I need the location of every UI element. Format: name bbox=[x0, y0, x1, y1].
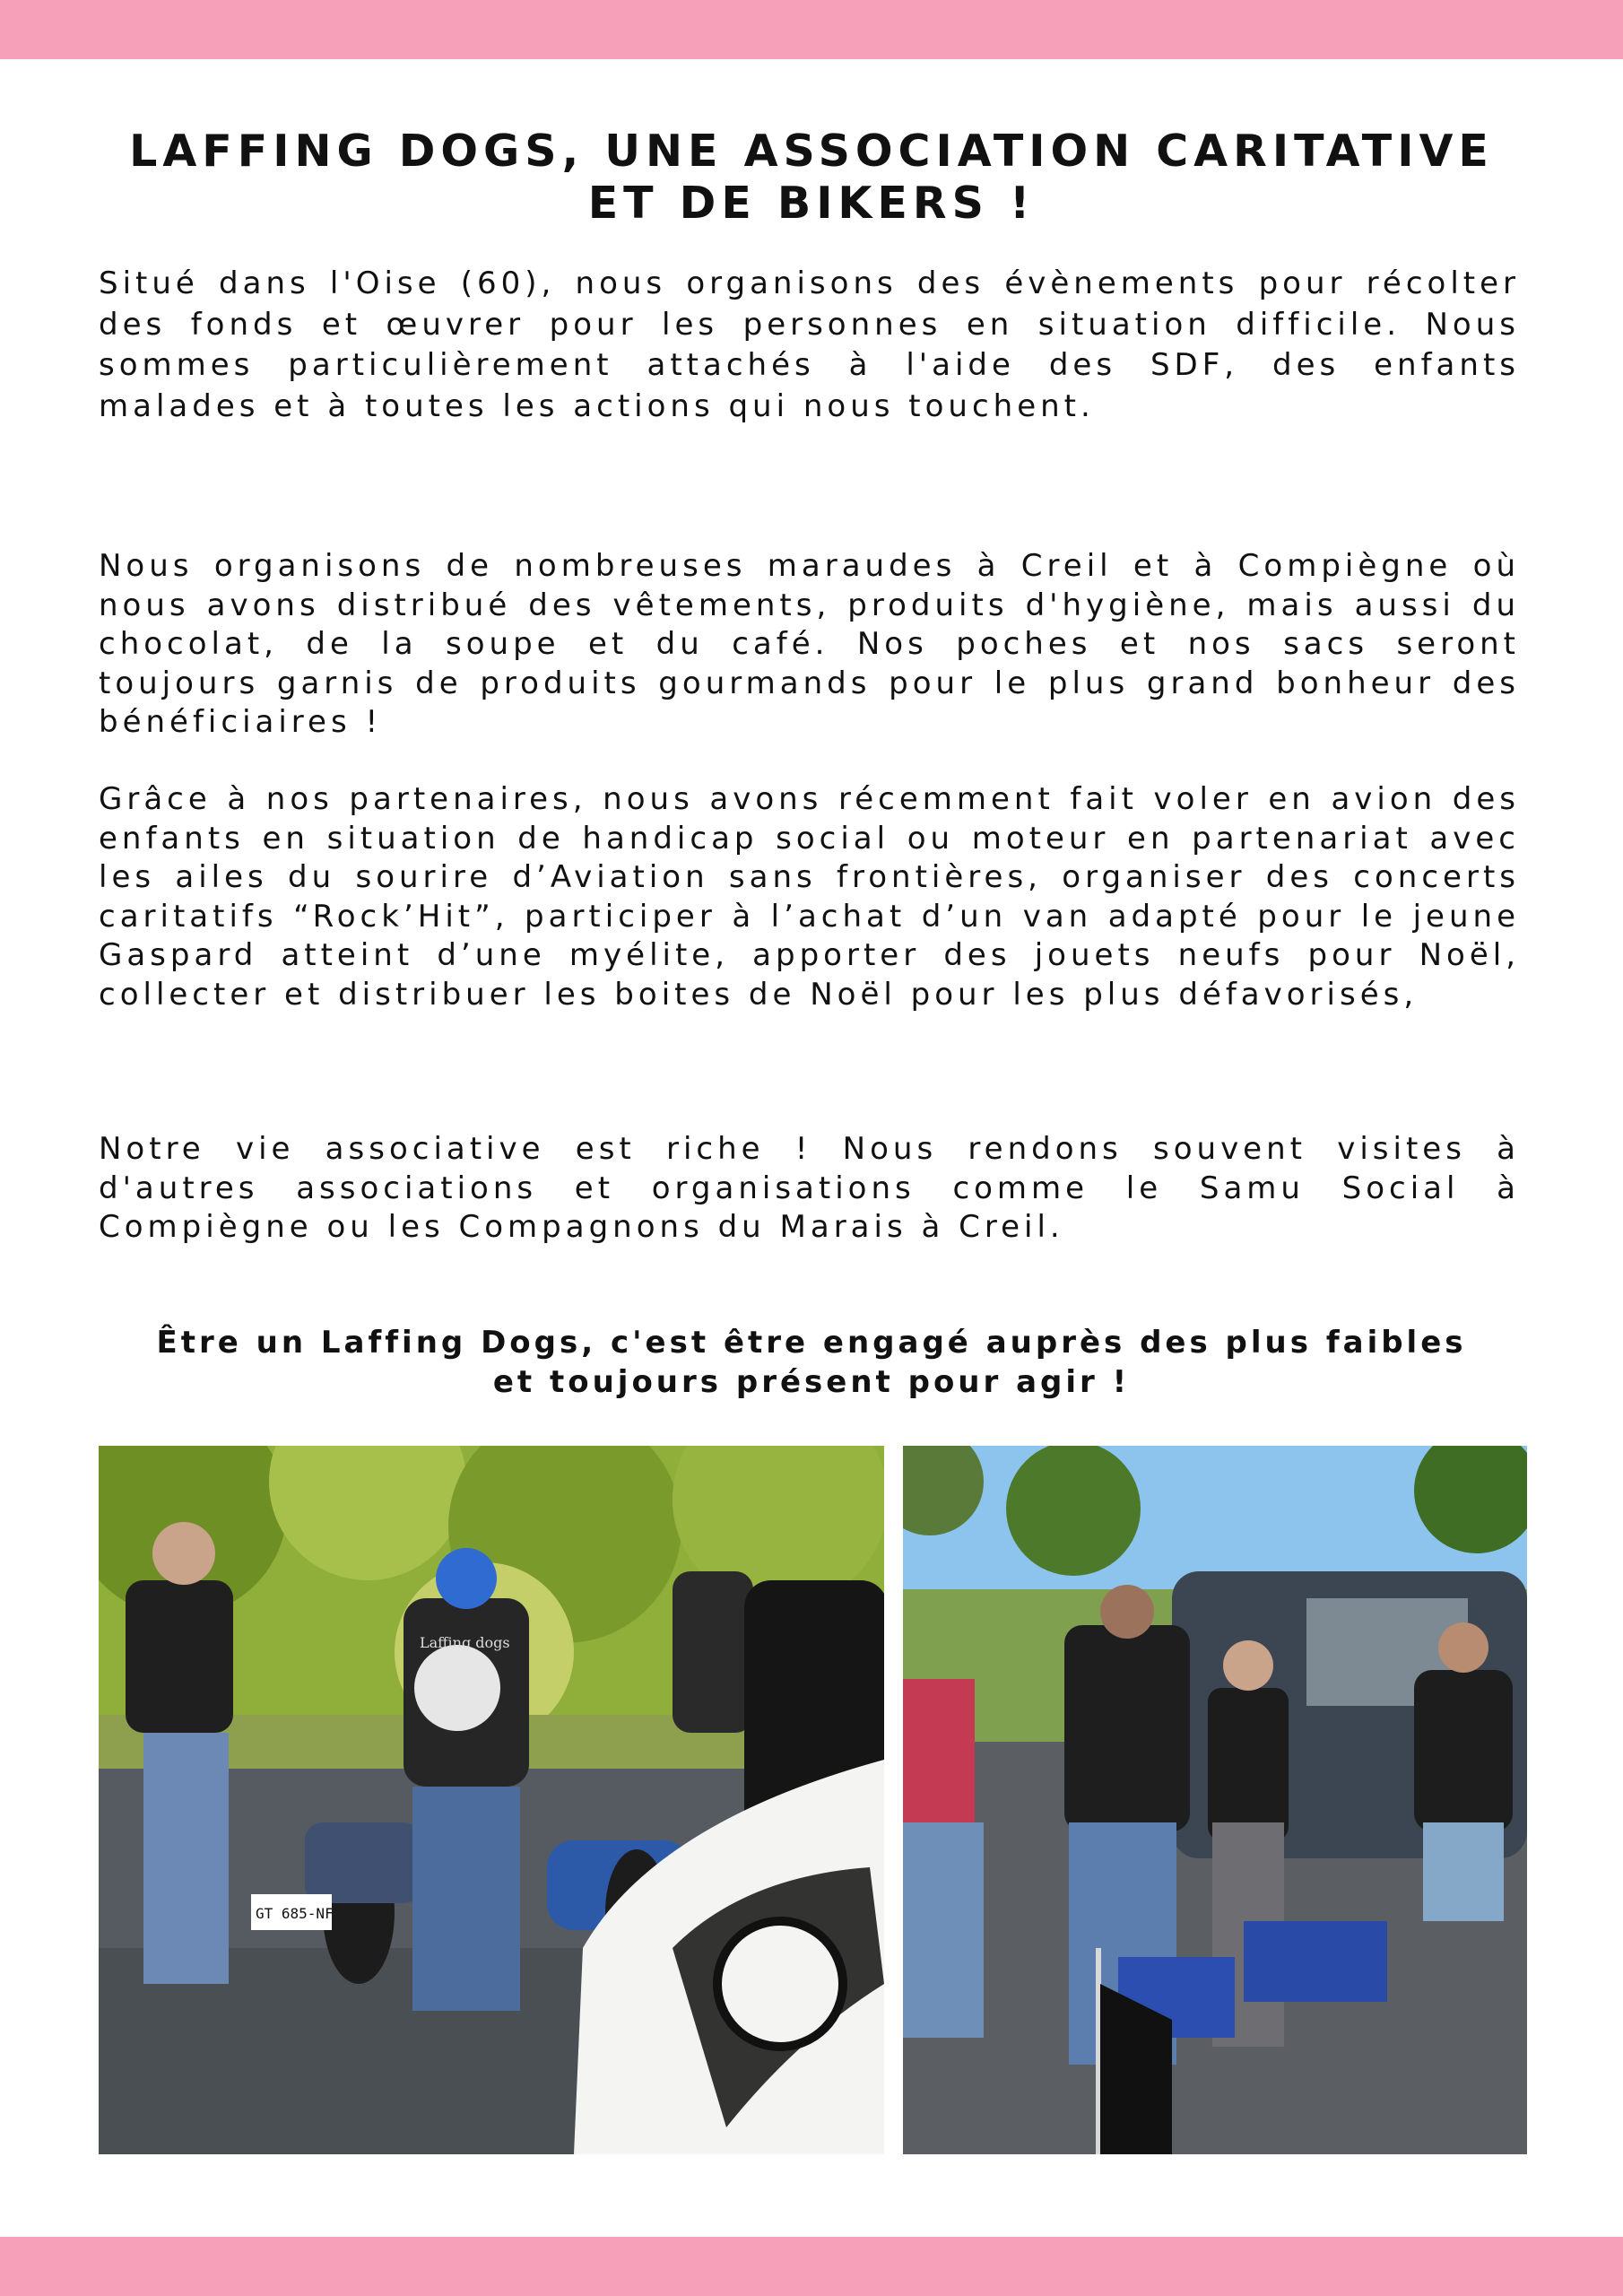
van-distribution-photo bbox=[903, 1446, 1527, 2154]
bikers-parking-photo bbox=[99, 1446, 884, 2154]
bottom-pink-band bbox=[0, 2237, 1623, 2296]
top-pink-band bbox=[0, 0, 1623, 59]
maraudes-paragraph: Nous organisons de nombreuses maraudes à Creil et à Compiègne où nous avons distribué des vêtements, produits d'hygiène, mais aussi du chocolat, de la soupe et du café. Nos poches et nos sacs seront toujours garnis de produits gourmands pour le plus grand bonheur des bénéficiaires ! bbox=[99, 548, 1520, 740]
page-title: LAFFING DOGS, UNE ASSOCIATION CARITATIVE ET DE BIKERS ! bbox=[129, 126, 1494, 229]
associative-life-paragraph: Notre vie associative est riche ! Nous rendons souvent visites à d'autres associations et organisations comme le Samu Social à Compiègne ou les Compagnons du Marais à Creil. bbox=[99, 1131, 1520, 1245]
jacket-text: Laffing dogs bbox=[420, 1634, 510, 1651]
license-plate-text: GT 685-NF bbox=[256, 1905, 334, 1922]
intro-paragraph: Situé dans l'Oise (60), nous organisons des évènements pour récolter des fonds et œuvrer pour les personnes en situation difficile. Nous sommes particulièrement attachés à l'aide des SDF, des enfants malades et à toutes les actions qui nous touchent. bbox=[99, 265, 1520, 424]
tagline: Être un Laffing Dogs, c'est être engagé auprès des plus faibles et toujours présent pour agir ! bbox=[156, 1325, 1467, 1400]
partners-paragraph: Grâce à nos partenaires, nous avons récemment fait voler en avion des enfants en situation de handicap social ou moteur en partenariat avec les ailes du sourire d’Aviation sans frontières, organiser des concerts caritatifs “Rock’Hit”, participer à l’achat d’un van adapté pour le jeune Gaspard atteint d’une myélite, apporter des jouets neufs pour Noël, collecter et distribuer les boites de Noël pour les plus défavorisés, bbox=[99, 781, 1520, 1013]
